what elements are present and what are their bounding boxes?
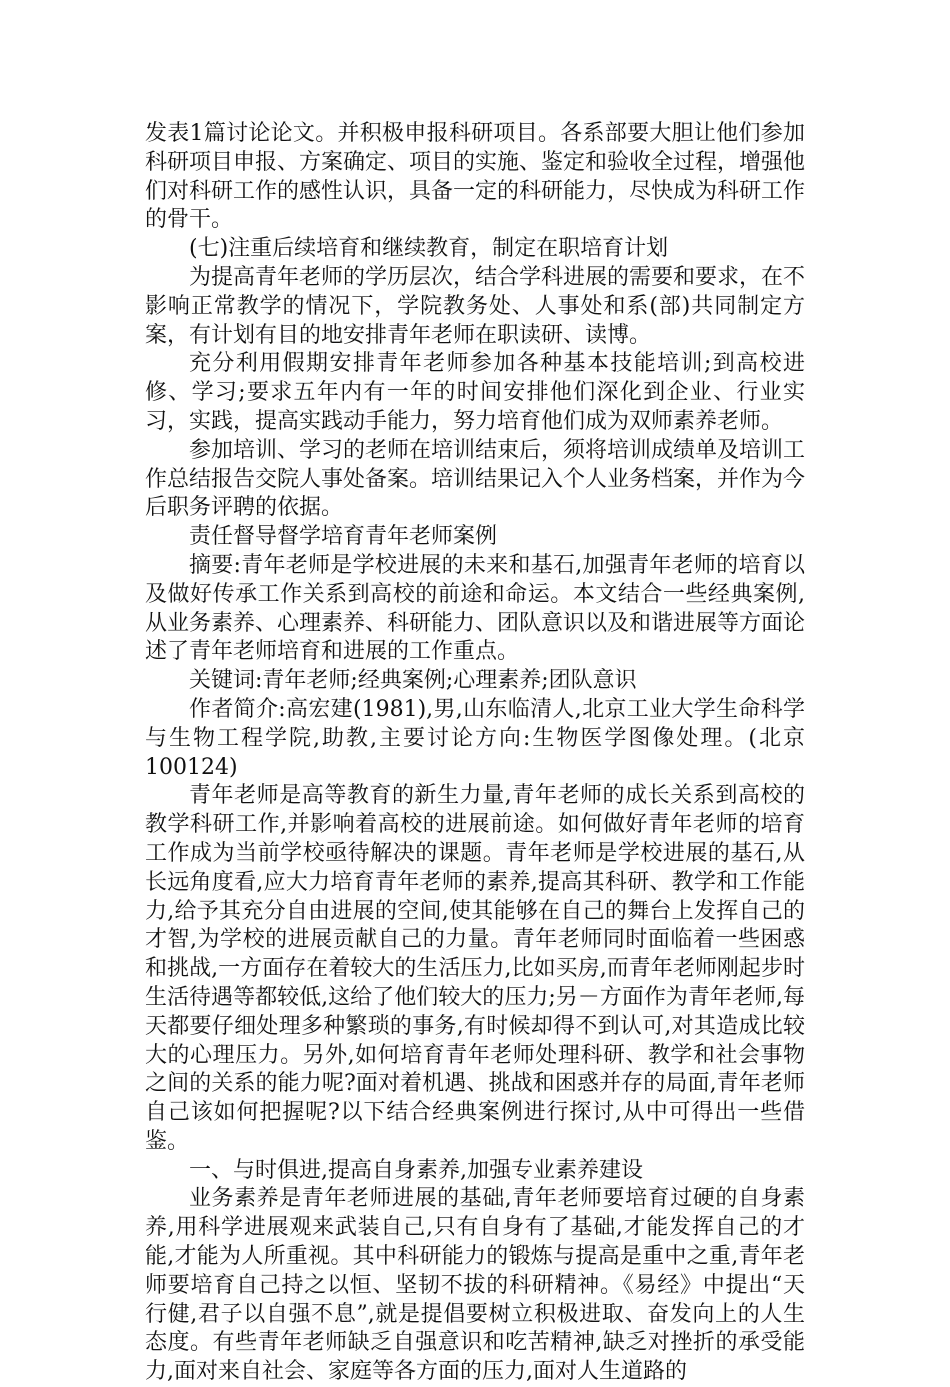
document-page	[145, 120, 805, 1387]
section-heading-one: 一、与时俱进,提高自身素养,加强专业素养建设	[189, 1157, 643, 1183]
keywords: 关键词:青年老师;经典案例;心理素养;团队意识	[189, 668, 637, 694]
paragraph-skills-training: 充分利用假期安排青年老师参加各种基本技能培训;到高校进修、学习;要求五年内有一年的时间安排他们深化到企业、行业实习，实践，提高实践动手能力，努力培育他们成为双师素养老师。	[145, 351, 805, 434]
article-title: 责任督导督学培育青年老师案例	[189, 524, 498, 550]
paragraph-professional-quality: 业务素养是青年老师进展的基础,青年老师要培育过硬的自身素养,用科学进展观来武装自己,只有自身有了基础,才能发挥自己的才能,才能为人所重视。其中科研能力的锻炼与提高是重中之重,青年老师要培育自己持之以恒、坚韧不拔的科研精神。《易经》中提出“天行健,君子以自强不息”,就是提倡要树立积极进取、奋发向上的人生态度。有些青年老师缺乏自强意识和吃苦精神,缺乏对挫折的承受能力,面对来自社会、家庭等各方面的压力,面对人生道路的	[145, 1186, 805, 1385]
abstract: 摘要:青年老师是学校进展的未来和基石,加强青年老师的培育以及做好传承工作关系到高校的前途和命运。本文结合一些经典案例,从业务素养、心理素养、科研能力、团队意识以及和谐进展等方面论述了青年老师培育和进展的工作重点。	[145, 552, 806, 665]
paragraph-degree-plan: 为提高青年老师的学历层次，结合学科进展的需要和要求，在不影响正常教学的情况下，学院教务处、人事处和系(部)共同制定方案，有计划有目的地安排青年老师在职读研、读博。	[145, 264, 806, 348]
paragraph-training-records: 参加培训、学习的老师在培训结束后，须将培训成绩单及培训工作总结报告交院人事处备案。培训结果记入个人业务档案，并作为今后职务评聘的依据。	[145, 437, 806, 521]
paragraph-introduction: 青年老师是高等教育的新生力量,青年老师的成长关系到高校的教学科研工作,并影响着高校的进展前途。如何做好青年老师的培育工作成为当前学校亟待解决的课题。青年老师是学校进展的基石,从长远角度看,应大力培育青年老师的素养,提高其科研、教学和工作能力,给予其充分自由进展的空间,使其能够在自己的舞台上发挥自己的才智,为学校的进展贡献自己的力量。青年老师同时面临着一些困惑和挑战,一方面存在着较大的生活压力,比如买房,而青年老师刚起步时生活待遇等都较低,这给了他们较大的压力;另－方面作为青年老师,每天都要仔细处理多种繁琐的事务,有时候却得不到认可,对其造成比较大的心理压力。另外,如何培育青年老师处理科研、教学和社会事物之间的关系的能力呢?面对着机遇、挑战和困惑并存的局面,青年老师自己该如何把握呢?以下结合经典案例进行探讨,从中可得出一些借鉴。	[145, 783, 805, 1154]
section-heading-continuing-education: (七)注重后续培育和继续教育，制定在职培育计划	[189, 236, 669, 262]
paragraph-research-projects: 发表1篇讨论论文。并积极申报科研项目。各系部要大胆让他们参加科研项目申报、方案确定、项目的实施、鉴定和验收全过程，增强他们对科研工作的感性认识，具备一定的科研能力，尽快成为科研工作的骨干。	[145, 121, 806, 233]
author-bio: 作者简介:高宏建(1981),男,山东临清人,北京工业大学生命科学与生物工程学院,助教,主要讨论方向:生物医学图像处理。(北京100124)	[145, 696, 805, 780]
